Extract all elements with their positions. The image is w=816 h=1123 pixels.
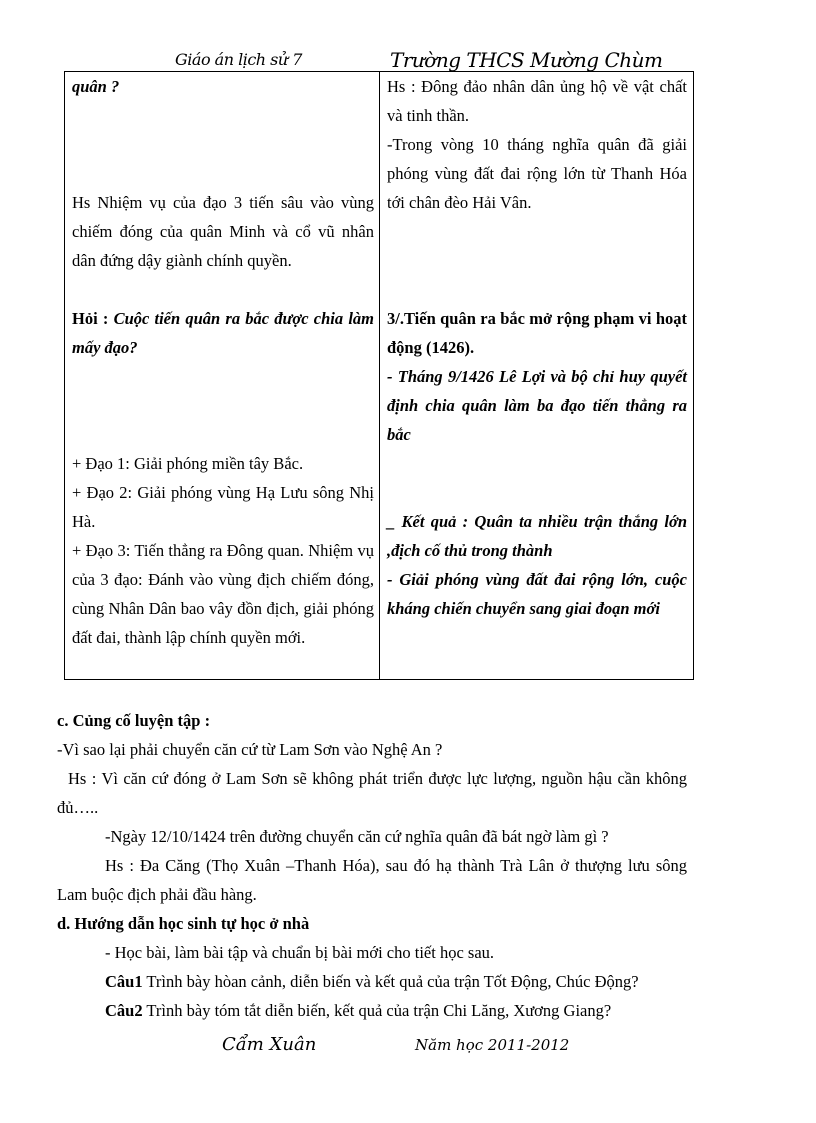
question-2-text: Trình bày tóm tắt diễn biến, kết quả của trận Chi Lăng, Xương Giang?: [146, 1001, 612, 1020]
review-question-2: -Ngày 12/10/1424 trên đường chuyển căn cứ nghĩa quân đã bát ngờ làm gì ?: [105, 827, 609, 846]
section-3-title: 3/.Tiến quân ra bắc mở rộng phạm vi hoạt động (1426).: [387, 309, 687, 357]
result-text: _ Kết quả : Quân ta nhiều trận thắng lớn ,địch cố thủ trong thành: [387, 512, 687, 560]
route-3: + Đạo 3: Tiến thẳng ra Đông quan. Nhiệm vụ của 3 đạo: Đánh vào vùng địch chiếm đóng, cùng Nhân Dân bao vây đồn địch, giải phóng đất đai, thành lập chính quyền mới.: [72, 541, 374, 647]
question-text: Cuộc tiến quân ra bắc được chia làm mấy đạo?: [72, 309, 374, 357]
review-answer-2: Hs : Đa Căng (Thọ Xuân –Thanh Hóa), sau đó hạ thành Trà Lân ở thượng lưu sông Lam buộc địch phải đầu hàng.: [57, 856, 687, 904]
header-school: Trường THCS Mường Chùm: [390, 48, 663, 72]
content-column: [380, 72, 694, 680]
student-answer-support: Hs : Đông đảo nhân dân ủng hộ về vật chất và tinh thần.: [387, 77, 687, 125]
question-label: Hỏi :: [72, 309, 109, 328]
route-1: + Đạo 1: Giải phóng miền tây Bắc.: [72, 454, 304, 473]
question-continuation: quân ?: [72, 77, 120, 96]
student-answer-task: Hs Nhiệm vụ của đạo 3 tiến sâu vào vùng chiếm đóng của quân Minh và cổ vũ nhân dân đứng dậy giành chính quyền.: [72, 193, 374, 270]
question-1-line: [57, 967, 705, 996]
homework-instruction: - Học bài, làm bài tập và chuẩn bị bài mới cho tiết học sau.: [105, 943, 495, 962]
lesson-table: [64, 71, 694, 680]
question-1-text: Trình bày hòan cảnh, diễn biến và kết quả của trận Tốt Động, Chúc Động?: [146, 972, 639, 991]
section-d-title: d. Hướng dẫn học sinh tự học ở nhà: [57, 914, 310, 933]
header-subject: Giáo án lịch sử 7: [175, 50, 302, 69]
teacher-student-column: [65, 72, 380, 680]
september-decision: - Tháng 9/1426 Lê Lợi và bộ chỉ huy quyết định chia quân làm ba đạo tiến thẳng ra bắc: [387, 367, 687, 444]
section-c-title: c. Củng cố luyện tập :: [57, 711, 211, 730]
review-question-1: -Vì sao lại phải chuyển căn cứ từ Lam Sơn vào Nghệ An ?: [57, 740, 443, 759]
table-row: [65, 72, 694, 680]
route-2: + Đạo 2: Giải phóng vùng Hạ Lưu sông Nhị Hà.: [72, 483, 374, 531]
footer-school-year: Năm học 2011-2012: [415, 1036, 570, 1054]
question-2-label: Câu2: [105, 1001, 143, 1020]
question-block: [72, 304, 374, 362]
footer-location: Cẩm Xuân: [222, 1034, 317, 1055]
liberation-text: - Giải phóng vùng đất đai rộng lớn, cuộc kháng chiến chuyển sang giai đoạn mới: [387, 570, 687, 618]
question-2-line: [57, 996, 705, 1025]
review-answer-1: Hs : Vì căn cứ đóng ở Lam Sơn sẽ không phát triển được lực lượng, nguồn hậu cần không đủ…..: [57, 769, 687, 817]
question-1-label: Câu1: [105, 972, 143, 991]
ten-months-result: -Trong vòng 10 tháng nghĩa quân đã giải phóng vùng đất đai rộng lớn từ Thanh Hóa tới chân đèo Hải Vân.: [387, 135, 687, 212]
